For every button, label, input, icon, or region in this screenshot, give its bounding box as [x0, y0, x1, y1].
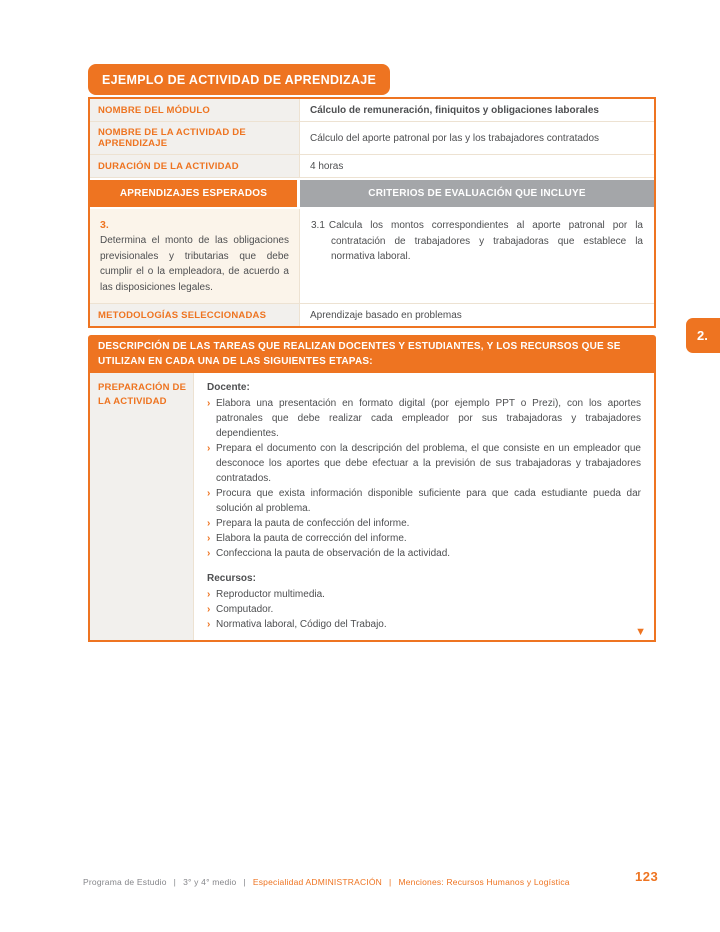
expected-learning-header: APRENDIZAJES ESPERADOS	[90, 180, 300, 207]
list-item-text: Confecciona la pauta de observación de la actividad.	[216, 548, 451, 560]
footer-mentions: Menciones: Recursos Humanos y Logística	[398, 877, 570, 887]
page-footer	[83, 877, 570, 887]
chevron-bullet-icon: ›	[207, 488, 211, 500]
description-table	[88, 373, 656, 642]
footer-specialty: Especialidad ADMINISTRACIÓN	[252, 877, 383, 887]
description-banner: DESCRIPCIÓN DE LAS TAREAS QUE REALIZAN DOCENTES Y ESTUDIANTES, Y LOS RECURSOS QUE SE UTILIZAN EN CADA UNA DE LAS SIGUIENTES ETAPAS:	[88, 335, 656, 373]
table-header-row	[90, 178, 654, 209]
chevron-bullet-icon: ›	[207, 398, 211, 410]
list-item	[207, 546, 641, 561]
criteria-item	[311, 218, 643, 265]
duration-label: DURACIÓN DE LA ACTIVIDAD	[90, 155, 300, 177]
learning-text: Determina el monto de las obligaciones previsionales y tributarias que debe cumplir el o la empleadora, de acuerdo a las disposiciones legales.	[100, 235, 289, 293]
methodology-label: METODOLOGÍAS SELECCIONADAS	[90, 304, 300, 326]
footer-separator: |	[389, 877, 392, 887]
list-item-text: Elabora la pauta de corrección del informe.	[216, 533, 407, 545]
chevron-bullet-icon: ›	[207, 589, 211, 601]
page-number: 123	[635, 869, 659, 884]
list-item-text: Computador.	[216, 604, 274, 616]
list-item	[207, 396, 641, 441]
footer-program: Programa de Estudio	[83, 877, 167, 887]
chevron-bullet-icon: ›	[207, 604, 211, 616]
list-item-text: Reproductor multimedia.	[216, 589, 325, 601]
list-item	[207, 531, 641, 546]
list-item	[207, 587, 641, 602]
list-item	[207, 602, 641, 617]
evaluation-criteria-header: CRITERIOS DE EVALUACIÓN QUE INCLUYE	[300, 180, 654, 207]
stage-content	[194, 373, 654, 640]
criteria-number: 3.1	[311, 220, 325, 231]
activity-name-value: Cálculo del aporte patronal por las y los trabajadores contratados	[300, 122, 654, 154]
page-content	[88, 64, 656, 642]
expected-learning-cell	[90, 209, 300, 303]
list-item-text: Elabora una presentación en formato digital (por ejemplo PPT o Prezi), con los aportes patronales que debe realizar cada empleador por sus trabajadoras y trabajadores dependientes.	[216, 398, 641, 440]
chevron-bullet-icon: ›	[207, 548, 211, 560]
list-item	[207, 617, 641, 632]
methodology-value: Aprendizaje basado en problemas	[300, 304, 654, 326]
list-item	[207, 516, 641, 531]
chevron-bullet-icon: ›	[207, 518, 211, 530]
list-item-text: Normativa laboral, Código del Trabajo.	[216, 619, 387, 631]
chevron-bullet-icon: ›	[207, 443, 211, 455]
methodology-row	[90, 304, 654, 326]
docente-list	[207, 396, 641, 561]
table-row	[90, 122, 654, 155]
list-item-text: Prepara el documento con la descripción del problema, el que consiste en un empleador que desconoce los aportes que debe efectuar a la previsión de sus trabajadoras y trabajadores contratados.	[216, 443, 641, 485]
recursos-heading: Recursos:	[207, 573, 256, 585]
table-row	[90, 155, 654, 178]
activity-name-label: NOMBRE DE LA ACTIVIDAD DE APRENDIZAJE	[90, 122, 300, 154]
chapter-side-tab: 2.	[686, 318, 720, 353]
page-title: EJEMPLO DE ACTIVIDAD DE APRENDIZAJE	[88, 64, 390, 95]
list-item-text: Procura que exista información disponible suficiente para que cada estudiante pueda dar solución al problema.	[216, 488, 641, 515]
module-name-value: Cálculo de remuneración, finiquitos y obligaciones laborales	[300, 99, 654, 121]
learning-criteria-row	[90, 209, 654, 304]
footer-separator: |	[243, 877, 246, 887]
duration-value: 4 horas	[300, 155, 654, 177]
footer-grade: 3° y 4° medio	[183, 877, 237, 887]
learning-number: 3.	[100, 219, 109, 231]
chevron-bullet-icon: ›	[207, 619, 211, 631]
continuation-arrow-icon: ▼	[635, 626, 646, 639]
recursos-list	[207, 587, 641, 632]
chevron-bullet-icon: ›	[207, 533, 211, 545]
list-item	[207, 486, 641, 516]
activity-info-table	[88, 97, 656, 328]
stage-label: PREPARACIÓN DE LA ACTIVIDAD	[90, 373, 194, 640]
module-name-label: NOMBRE DEL MÓDULO	[90, 99, 300, 121]
footer-separator: |	[173, 877, 177, 887]
table-row	[90, 99, 654, 122]
docente-heading: Docente:	[207, 382, 250, 394]
criteria-text: Calcula los montos correspondientes al aporte patronal por la contratación de trabajadores y trabajadoras que establece la normativa laboral.	[328, 220, 643, 262]
list-item	[207, 441, 641, 486]
evaluation-criteria-cell	[300, 209, 654, 303]
list-item-text: Prepara la pauta de confección del informe.	[216, 518, 410, 530]
